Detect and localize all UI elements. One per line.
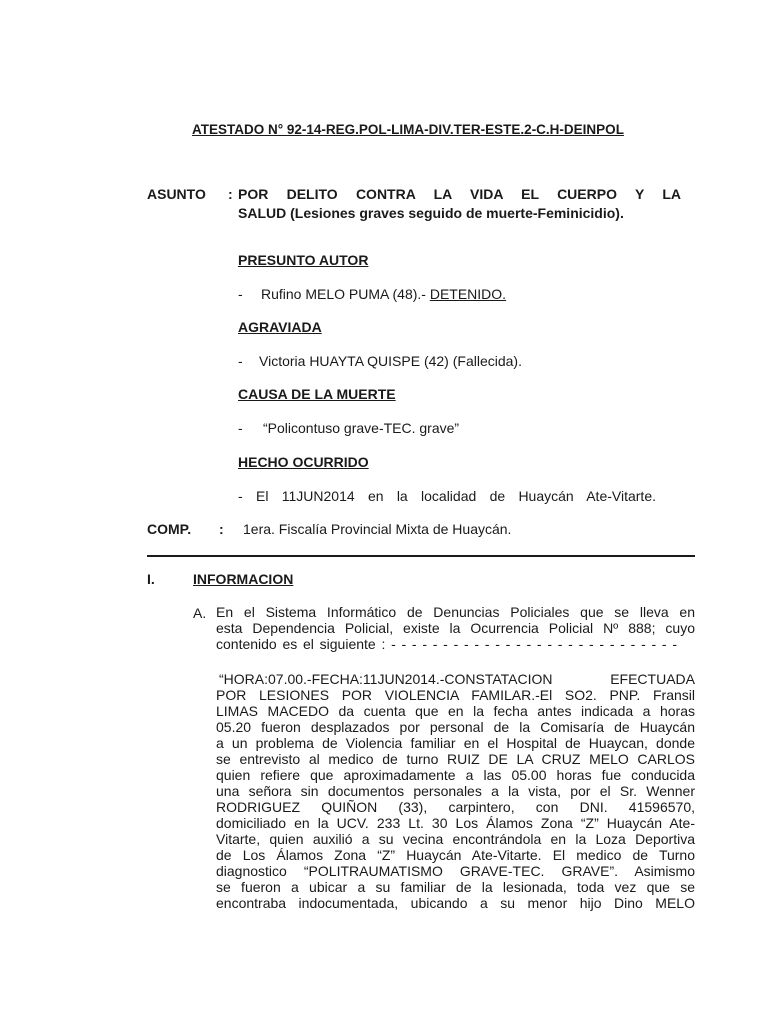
hecho-entry: El 11JUN2014 en la localidad de Huaycán Ate-Vitarte. [256, 488, 656, 504]
comp-label: COMP. [147, 521, 192, 537]
quote-line: encontraba indocumentada, ubicando a su menor hijo Dino MELO [216, 895, 695, 911]
section-number: I. [147, 571, 155, 587]
presunto-autor-heading: PRESUNTO AUTOR [238, 252, 369, 268]
quote-line: “HORA:07.00.-FECHA:11JUN2014.-CONSTATACION EFECTUADA [219, 671, 695, 687]
quote-line: a un problema de Violencia familiar en el Hospital de Huaycan, donde [216, 735, 695, 751]
hecho-dash: - [238, 488, 243, 504]
causa-heading: CAUSA DE LA MUERTE [238, 386, 396, 402]
intro-line: contenido es el siguiente : - - - - - - - - - - - - - - - - - - - - - - - - - - - - [216, 636, 677, 652]
presunto-autor-entry [261, 286, 506, 302]
quote-line: se entrevisto al medico de turno RUIZ DE LA CRUZ MELO CARLOS [216, 751, 695, 767]
quote-line: diagnostico “POLITRAUMATISMO GRAVE-TEC. GRAVE”. Asimismo [216, 863, 695, 879]
quote-line: se fueron a ubicar a su familiar de la lesionada, toda vez que se [216, 879, 695, 895]
asunto-colon: : [228, 186, 233, 202]
quote-line: LIMAS MACEDO da cuenta que en la fecha antes indicada a horas [216, 703, 695, 719]
comp-colon: : [219, 521, 224, 537]
presunto-autor-name: Rufino MELO PUMA (48).- [261, 286, 430, 302]
quote-line: quien refiere que aproximadamente a las 05.00 horas fue conducida [216, 767, 695, 783]
horizontal-divider [147, 555, 695, 557]
agraviada-entry: Victoria HUAYTA QUISPE (42) (Fallecida). [259, 353, 522, 369]
intro-line: esta Dependencia Policial, existe la Ocurrencia Policial Nº 888; cuyo [216, 620, 695, 636]
comp-entry: 1era. Fiscalía Provincial Mixta de Huaycán. [243, 521, 512, 537]
hecho-heading: HECHO OCURRIDO [238, 454, 369, 470]
quote-line: de Los Álamos Zona “Z” Huaycán Ate-Vitarte. El medico de Turno [216, 847, 695, 863]
atestado-title: ATESTADO N° 92-14-REG.POL-LIMA-DIV.TER-ESTE.2-C.H-DEINPOL [192, 122, 624, 137]
agraviada-dash: - [238, 353, 243, 369]
causa-entry: “Policontuso grave-TEC. grave” [263, 420, 460, 436]
quote-line: POR LESIONES POR VIOLENCIA FAMILAR.-El SO2. PNP. Fransil [216, 687, 695, 703]
informacion-heading: INFORMACION [193, 571, 294, 587]
quote-line: Vitarte, quien auxilió a su vecina encontrándola en la Loza Deportiva [216, 831, 695, 847]
asunto-label: ASUNTO [147, 186, 206, 202]
presunto-autor-dash: - [238, 286, 243, 302]
quote-line: domiciliado en la UCV. 233 Lt. 30 Los Álamos Zona “Z” Huaycán Ate- [216, 815, 695, 831]
asunto-line-2: SALUD (Lesiones graves seguido de muerte-Feminicidio). [238, 205, 624, 221]
quote-line: una señora sin documentos personales a la vista, por el Sr. Wenner [216, 783, 695, 799]
item-letter: A. [193, 605, 207, 621]
quote-line: RODRIGUEZ QUIÑON (33), carpintero, con DNI. 41596570, [216, 799, 695, 815]
asunto-line-1: POR DELITO CONTRA LA VIDA EL CUERPO Y LA [238, 186, 681, 202]
causa-dash: - [238, 420, 243, 436]
detenido-status: DETENIDO. [429, 286, 507, 302]
intro-line: En el Sistema Informático de Denuncias Policiales que se lleva en [216, 604, 695, 620]
agraviada-heading: AGRAVIADA [238, 319, 322, 335]
quote-line: 05.20 fueron desplazados por personal de la Comisaría de Huaycán [216, 719, 695, 735]
